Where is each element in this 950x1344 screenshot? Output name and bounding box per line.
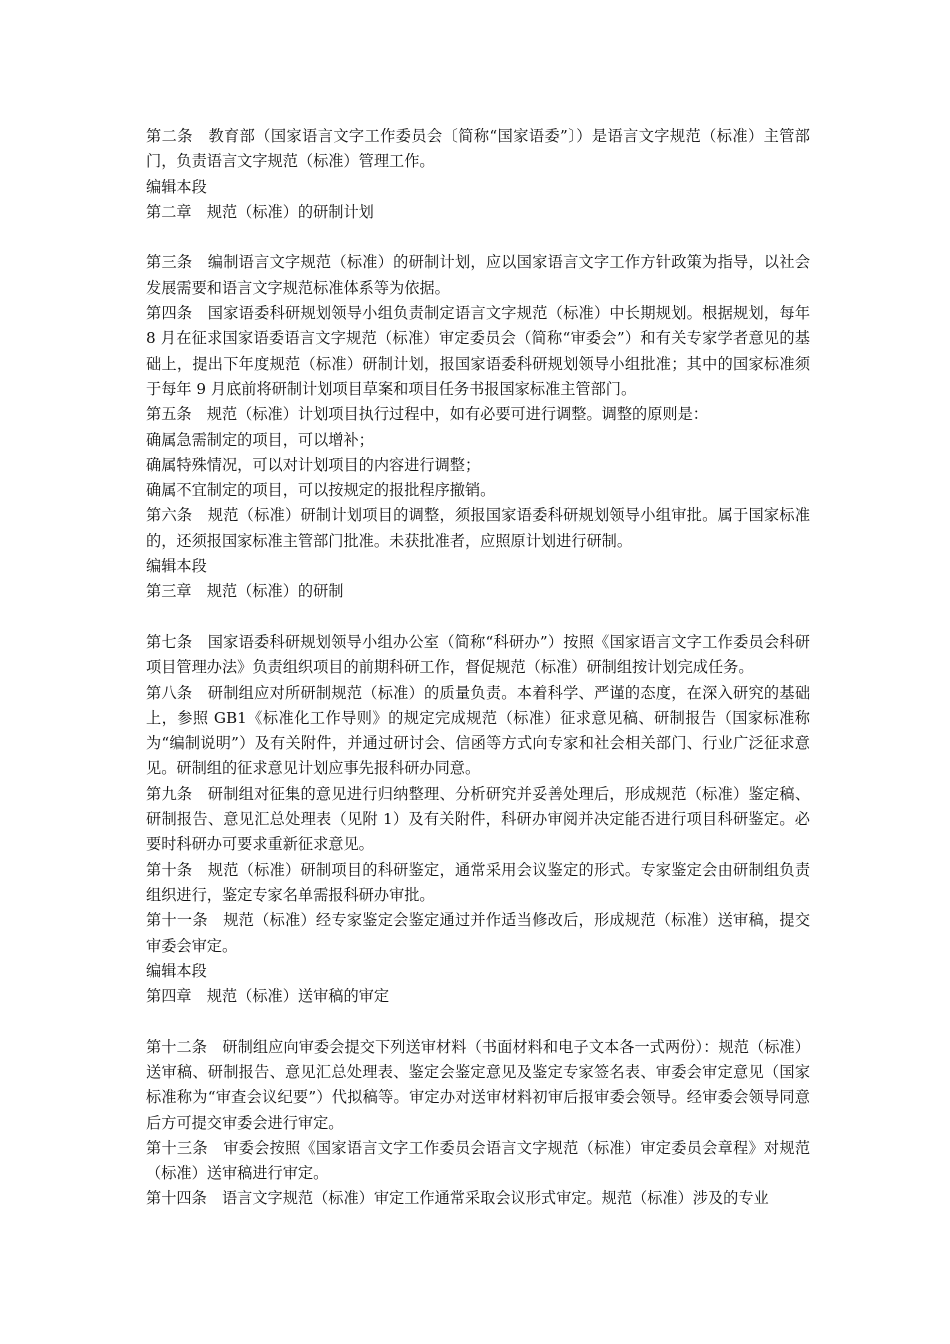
article-11: 第十一条 规范（标准）经专家鉴定会鉴定通过并作适当修改后，形成规范（标准）送审稿，提交审委会审定。 <box>146 911 810 955</box>
blank-line <box>146 605 810 630</box>
article-5: 第五条 规范（标准）计划项目执行过程中，如有必要可进行调整。调整的原则是： <box>146 405 708 424</box>
article-3: 第三条 编制语言文字规范（标准）的研制计划，应以国家语言文字工作方针政策为指导，以社会发展需要和语言文字规范标准体系等为依据。 <box>146 253 810 297</box>
article-10: 第十条 规范（标准）研制项目的科研鉴定，通常采用会议鉴定的形式。专家鉴定会由研制组负责组织进行，鉴定专家名单需报科研办审批。 <box>146 860 810 904</box>
article-7: 第七条 国家语委科研规划领导小组办公室（简称“科研办”）按照《国家语言文字工作委员会科研项目管理办法》负责组织项目的前期科研工作，督促规范（标准）研制组按计划完成任务。 <box>146 632 810 677</box>
blank-line <box>146 225 810 250</box>
article-13: 第十三条 审委会按照《国家语言文字工作委员会语言文字规范（标准）审定委员会章程》对规范（标准）送审稿进行审定。 <box>146 1138 810 1183</box>
article-4: 第四条 国家语委科研规划领导小组负责制定语言文字规范（标准）中长期规划。根据规划，每年 8 月在征求国家语委语言文字规范（标准）审定委员会（简称“审委会”）和有关专家学者意见的基础上，提出下年度规范（标准）研制计划，报国家语委科研规划领导小组批准；其中的国家标准须于每年 9 月底前将研制计划项目草案和项目任务书报国家标准主管部门。 <box>146 304 810 398</box>
article-2: 第二条 教育部（国家语言文字工作委员会〔简称“国家语委”〕）是语言文字规范（标准）主管部门，负责语言文字规范（标准）管理工作。 <box>146 127 810 171</box>
article-12: 第十二条 研制组应向审委会提交下列送审材料（书面材料和电子文本各一式两份）：规范（标准）送审稿、研制报告、意见汇总处理表、鉴定会鉴定意见及鉴定专家签名表、审委会审定意见（国家标准称为“审查会议纪要”）代拟稿等。审定办对送审材料初审后报审委会领导。经审委会领导同意后方可提交审委会进行审定。 <box>146 1037 810 1132</box>
article-8: 第八条 研制组应对所研制规范（标准）的质量负责。本着科学、严谨的态度，在深入研究的基础上，参照 GB1《标准化工作导则》的规定完成规范（标准）征求意见稿、研制报告（国家标准称为“编制说明”）及有关附件，并通过研讨会、信函等方式向专家和社会相关部门、行业广泛征求意见。研制组的征求意见计划应事先报科研办同意。 <box>146 683 810 778</box>
article-14: 第十四条 语言文字规范（标准）审定工作通常采取会议形式审定。规范（标准）涉及的专业 <box>146 1189 769 1208</box>
edit-section-link[interactable]: 编辑本段 <box>146 177 207 196</box>
edit-section-link[interactable]: 编辑本段 <box>146 961 207 980</box>
chapter-2-heading: 第二章 规范（标准）的研制计划 <box>146 202 374 221</box>
chapter-4-heading: 第四章 规范（标准）送审稿的审定 <box>146 987 389 1006</box>
article-9: 第九条 研制组对征集的意见进行归纳整理、分析研究并妥善处理后，形成规范（标准）鉴定稿、研制报告、意见汇总处理表（见附 1）及有关附件，科研办审阅并决定能否进行项目科研鉴定。必要时科研办可要求重新征求意见。 <box>146 784 810 854</box>
article-6: 第六条 规范（标准）研制计划项目的调整，须报国家语委科研规划领导小组审批。属于国家标准的，还须报国家标准主管部门批准。未获批准者，应照原计划进行研制。 <box>146 506 810 550</box>
document-body <box>146 124 810 1212</box>
edit-section-link[interactable]: 编辑本段 <box>146 557 207 576</box>
blank-line <box>146 1009 810 1034</box>
article-5-item-2: 确属特殊情况，可以对计划项目的内容进行调整； <box>146 455 481 474</box>
article-5-item-1: 确属急需制定的项目，可以增补； <box>146 430 374 449</box>
chapter-3-heading: 第三章 规范（标准）的研制 <box>146 582 344 601</box>
article-5-item-3: 确属不宜制定的项目，可以按规定的报批程序撤销。 <box>146 481 496 500</box>
